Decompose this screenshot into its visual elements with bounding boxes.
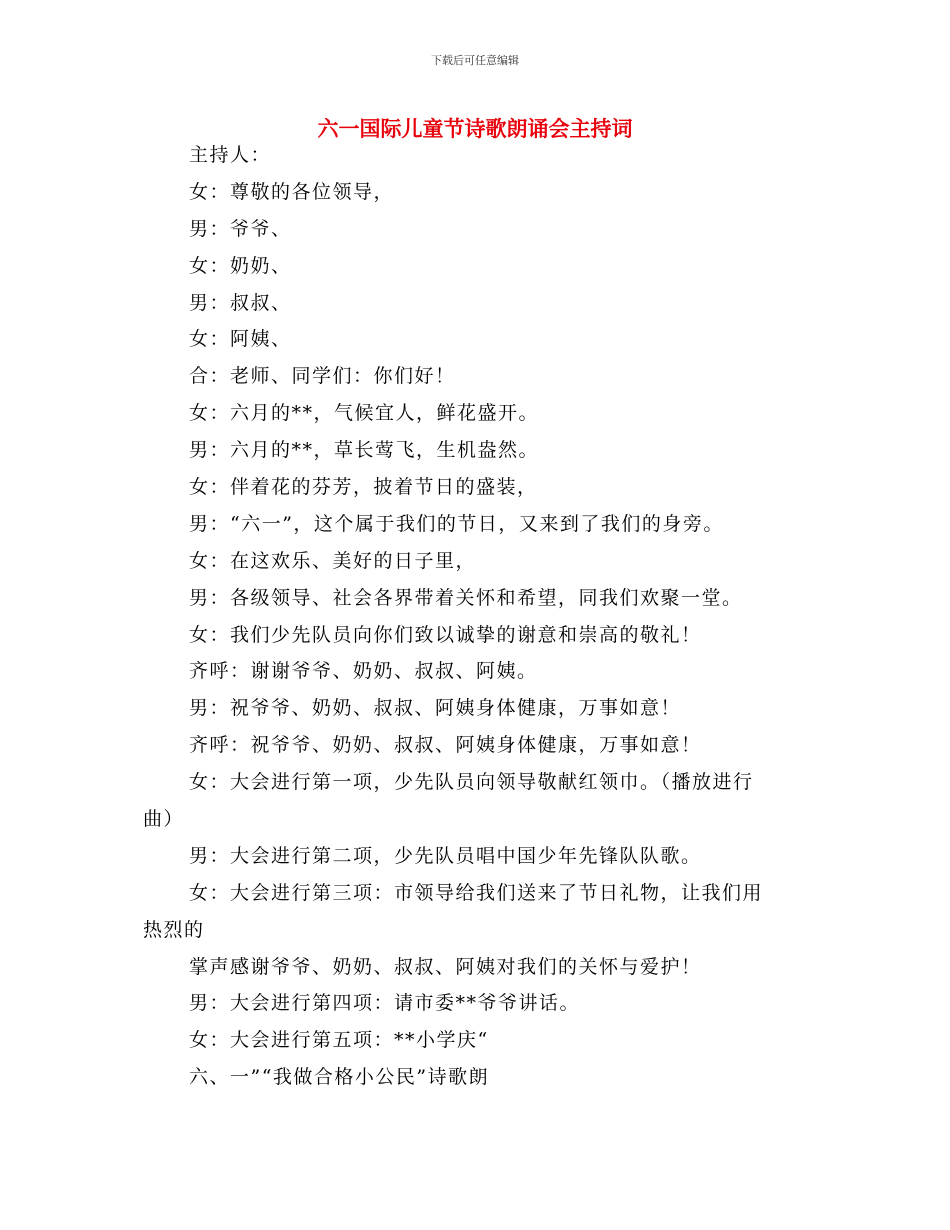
text-line: 女：伴着花的芬芳，披着节日的盛装， xyxy=(189,476,538,499)
text-line: 男：祝爷爷、奶奶、叔叔、阿姨身体健康，万事如意！ xyxy=(189,697,682,720)
text-line: 男：大会进行第二项，少先队员唱中国少年先锋队队歌。 xyxy=(189,844,702,867)
text-line: 女：阿姨、 xyxy=(189,328,292,351)
document-body xyxy=(143,137,803,1096)
text-line: 女：奶奶、 xyxy=(189,254,292,277)
text-line: 主持人： xyxy=(189,144,272,166)
text-line: 女：大会进行第五项：**小学庆“ xyxy=(189,1029,489,1052)
text-line: 女：在这欢乐、美好的日子里， xyxy=(189,549,477,572)
text-line: 男：各级领导、社会各界带着关怀和希望，同我们欢聚一堂。 xyxy=(189,586,743,609)
text-line: 掌声感谢爷爷、奶奶、叔叔、阿姨对我们的关怀与爱护！ xyxy=(189,955,702,978)
text-line: 男：叔叔、 xyxy=(189,291,292,314)
text-line: 六、一”“我做合格小公民”诗歌朗 xyxy=(189,1066,490,1089)
text-line: 男：“六一”，这个属于我们的节日，又来到了我们的身旁。 xyxy=(189,512,724,535)
text-line: 齐呼：祝爷爷、奶奶、叔叔、阿姨身体健康，万事如意！ xyxy=(189,734,702,757)
page-header: 下载后可任意编辑 xyxy=(431,54,519,67)
text-line: 女：六月的**，气候宜人，鲜花盛开。 xyxy=(189,402,540,425)
text-line: 男：大会进行第四项：请市委**爷爷讲话。 xyxy=(189,992,581,1015)
text-line: 合：老师、同学们：你们好！ xyxy=(189,365,456,388)
text-line: 齐呼：谢谢爷爷、奶奶、叔叔、阿姨。 xyxy=(189,660,538,683)
text-line: 女：尊敬的各位领导， xyxy=(189,180,395,203)
text-line: 男：爷爷、 xyxy=(189,217,292,240)
text-line: 女：我们少先队员向你们致以诚挚的谢意和崇高的敬礼！ xyxy=(189,623,702,646)
text-line: 曲） xyxy=(143,808,185,831)
text-line: 热烈的 xyxy=(143,918,205,941)
document-title: 六一国际儿童节诗歌朗诵会主持词 xyxy=(317,117,633,141)
text-line: 男：六月的**，草长莺飞，生机盎然。 xyxy=(189,439,540,462)
text-line: 女：大会进行第一项，少先队员向领导敬献红领巾。（播放进行 xyxy=(189,771,754,794)
text-line: 女：大会进行第三项：市领导给我们送来了节日礼物，让我们用 xyxy=(189,881,764,904)
